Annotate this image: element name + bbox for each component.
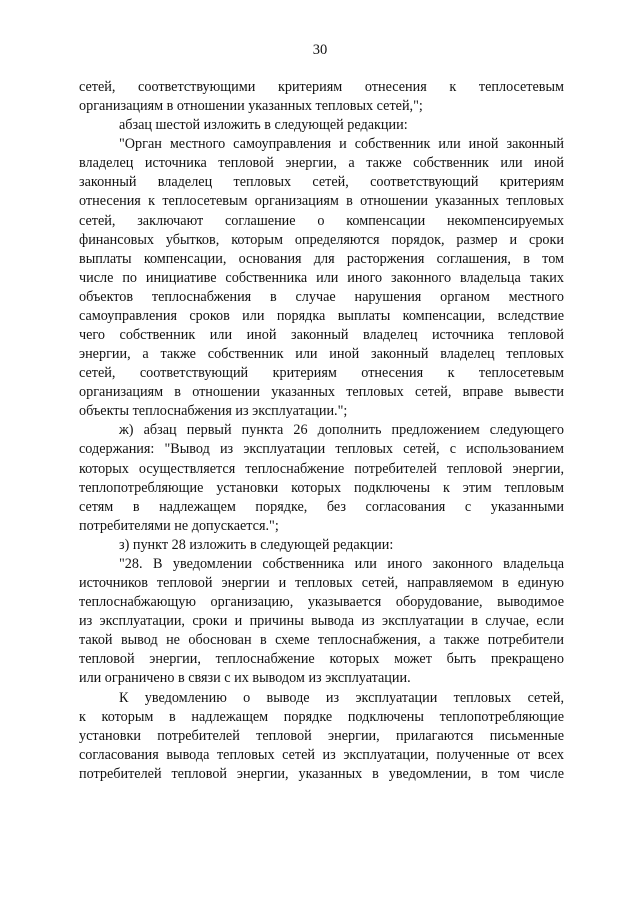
text-line: сетям в надлежащем порядке, без согласования с указанными (79, 498, 564, 515)
text-line: такой вывод не обоснован в схеме теплоснабжения, а также потребители (79, 632, 564, 649)
text-line: объектов теплоснабжения в случае нарушения органом местного (79, 288, 564, 305)
text-line: чего собственник или иной законный владелец источника тепловой (79, 327, 564, 344)
text-line: "Орган местного самоуправления и собственник или иной законный (119, 136, 564, 153)
text-line: потребителями не допускается."; (79, 517, 279, 534)
text-line: организациям в отношении указанных тепловых сетей,"; (79, 98, 423, 115)
document-body (79, 78, 564, 784)
text-line: ж) абзац первый пункта 26 дополнить предложением следующего (119, 422, 564, 439)
text-line: потребителей тепловой энергии, указанных в уведомлении, в том числе (79, 765, 564, 782)
text-line: К уведомлению о выводе из эксплуатации тепловых сетей, (119, 689, 564, 706)
text-line: из эксплуатации, сроки и причины вывода из эксплуатации в случае, если (79, 613, 564, 630)
text-line: выплаты компенсации, основания для расторжения соглашения, в том (79, 250, 564, 267)
text-line: владелец источника тепловой энергии, а также собственник или иной (79, 155, 564, 172)
text-line: абзац шестой изложить в следующей редакции: (119, 117, 408, 134)
text-line: сетей, соответствующий критериям отнесения к теплосетевым (79, 365, 564, 382)
text-line: энергии, а также собственник или иной законный владелец тепловых (79, 346, 564, 363)
text-line: сетей, соответствующими критериям отнесения к теплосетевым (79, 79, 564, 95)
text-line: финансовых убытков, которым определяются порядок, размер и сроки (79, 231, 564, 248)
text-line: теплопотребляющие установки которых подключены к этим тепловым (79, 479, 564, 496)
text-line: тепловой энергии, теплоснабжение которых может быть прекращено (79, 651, 564, 668)
text-line: источников тепловой энергии и тепловых сетей, направляемом в единую (79, 575, 564, 592)
text-line: или ограничено в связи с их выводом из эксплуатации. (79, 670, 411, 687)
text-line: законный владелец тепловых сетей, соответствующий критериям (79, 174, 564, 191)
text-line: к которым в надлежащем порядке подключены теплопотребляющие (79, 708, 564, 725)
text-line: объекты теплоснабжения из эксплуатации."; (79, 403, 348, 420)
text-line: которых осуществляется теплоснабжение потребителей тепловой энергии, (79, 460, 564, 477)
text-line: отнесения к теплосетевым организациям в отношении указанных тепловых (79, 193, 564, 210)
text-line: установки потребителей тепловой энергии, прилагаются письменные (79, 727, 564, 744)
text-line: "28. В уведомлении собственника или иного законного владельца (119, 555, 564, 572)
text-line: согласования вывода тепловых сетей из эксплуатации, полученные от всех (79, 746, 564, 763)
text-line: содержания: "Вывод из эксплуатации тепловых сетей, с использованием (79, 441, 564, 458)
page-number: 30 (312, 42, 328, 58)
text-line: числе по инициативе собственника или иного законного владельца таких (79, 269, 564, 286)
text-line: теплоснабжающую организацию, указывается оборудование, выводимое (79, 594, 564, 611)
text-line: самоуправления сроков или порядка выплаты компенсации, вследствие (79, 307, 564, 324)
text-line: сетей, заключают соглашение о компенсации некомпенсируемых (79, 212, 564, 229)
text-line: з) пункт 28 изложить в следующей редакции: (119, 536, 394, 553)
text-line: организациям в отношении указанных тепловых сетей, вправе вывести (79, 384, 564, 401)
